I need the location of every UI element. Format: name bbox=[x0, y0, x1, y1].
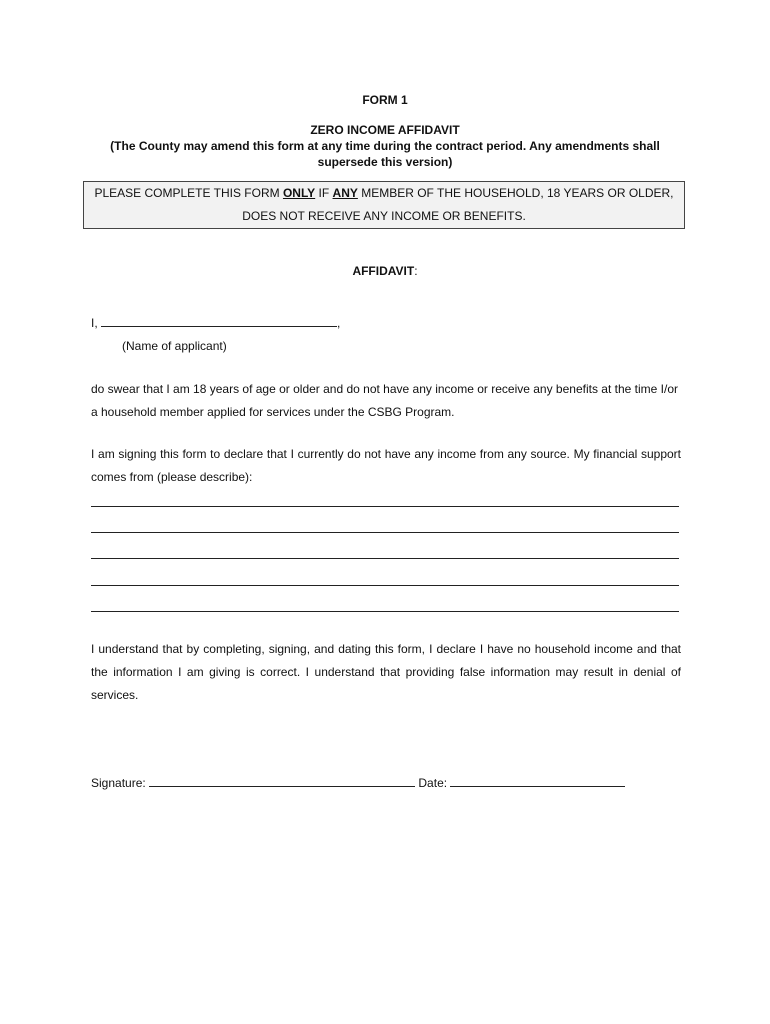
applicant-prefix: I, bbox=[91, 316, 98, 330]
support-description-line-3[interactable] bbox=[91, 558, 679, 559]
notice-only-emphasis: ONLY bbox=[282, 186, 316, 200]
support-description-line-2[interactable] bbox=[91, 532, 679, 533]
form-number: FORM 1 bbox=[362, 93, 408, 107]
form-amendment-note: (The County may amend this form at any time during the contract period. Any amendments shall supersede this version) bbox=[110, 139, 660, 169]
date-field[interactable] bbox=[450, 776, 625, 787]
applicant-name-field[interactable] bbox=[101, 316, 337, 327]
notice-any-emphasis: ANY bbox=[332, 186, 358, 200]
applicant-name-caption: (Name of applicant) bbox=[122, 339, 227, 353]
financial-support-paragraph: I am signing this form to declare that I currently do not have any income from any source. My financial support comes from (please describe): bbox=[91, 447, 681, 484]
signature-field[interactable] bbox=[149, 776, 415, 787]
support-description-line-5[interactable] bbox=[91, 611, 679, 612]
affidavit-heading bbox=[0, 264, 770, 278]
affidavit-heading-colon: : bbox=[414, 264, 418, 278]
support-description-line-1[interactable] bbox=[91, 506, 679, 507]
form-title: ZERO INCOME AFFIDAVIT bbox=[310, 123, 460, 137]
swear-paragraph: do swear that I am 18 years of age or older and do not have any income or receive any benefits at the time I/or a household member applied for services under the CSBG Program. bbox=[91, 382, 678, 419]
signature-row bbox=[91, 772, 691, 795]
signature-label: Signature: bbox=[91, 776, 146, 790]
applicant-name-line bbox=[91, 312, 681, 335]
affidavit-heading-text: AFFIDAVIT bbox=[352, 264, 415, 278]
applicant-suffix: , bbox=[337, 316, 341, 330]
support-description-line-4[interactable] bbox=[91, 585, 679, 586]
declaration-paragraph: I understand that by completing, signing, and dating this form, I declare I have no household income and that the information I am giving is correct. I understand that providing false information may result in denial of services. bbox=[91, 642, 681, 702]
notice-text-part1: PLEASE COMPLETE THIS FORM bbox=[94, 186, 283, 200]
date-label: Date: bbox=[418, 776, 448, 790]
notice-text-part2: IF bbox=[315, 186, 333, 200]
notice-text-part3: MEMBER OF THE HOUSEHOLD, 18 YEARS OR OLDER, DOES NOT RECEIVE ANY INCOME OR BENEFITS. bbox=[242, 186, 674, 223]
eligibility-notice-box bbox=[83, 181, 685, 229]
